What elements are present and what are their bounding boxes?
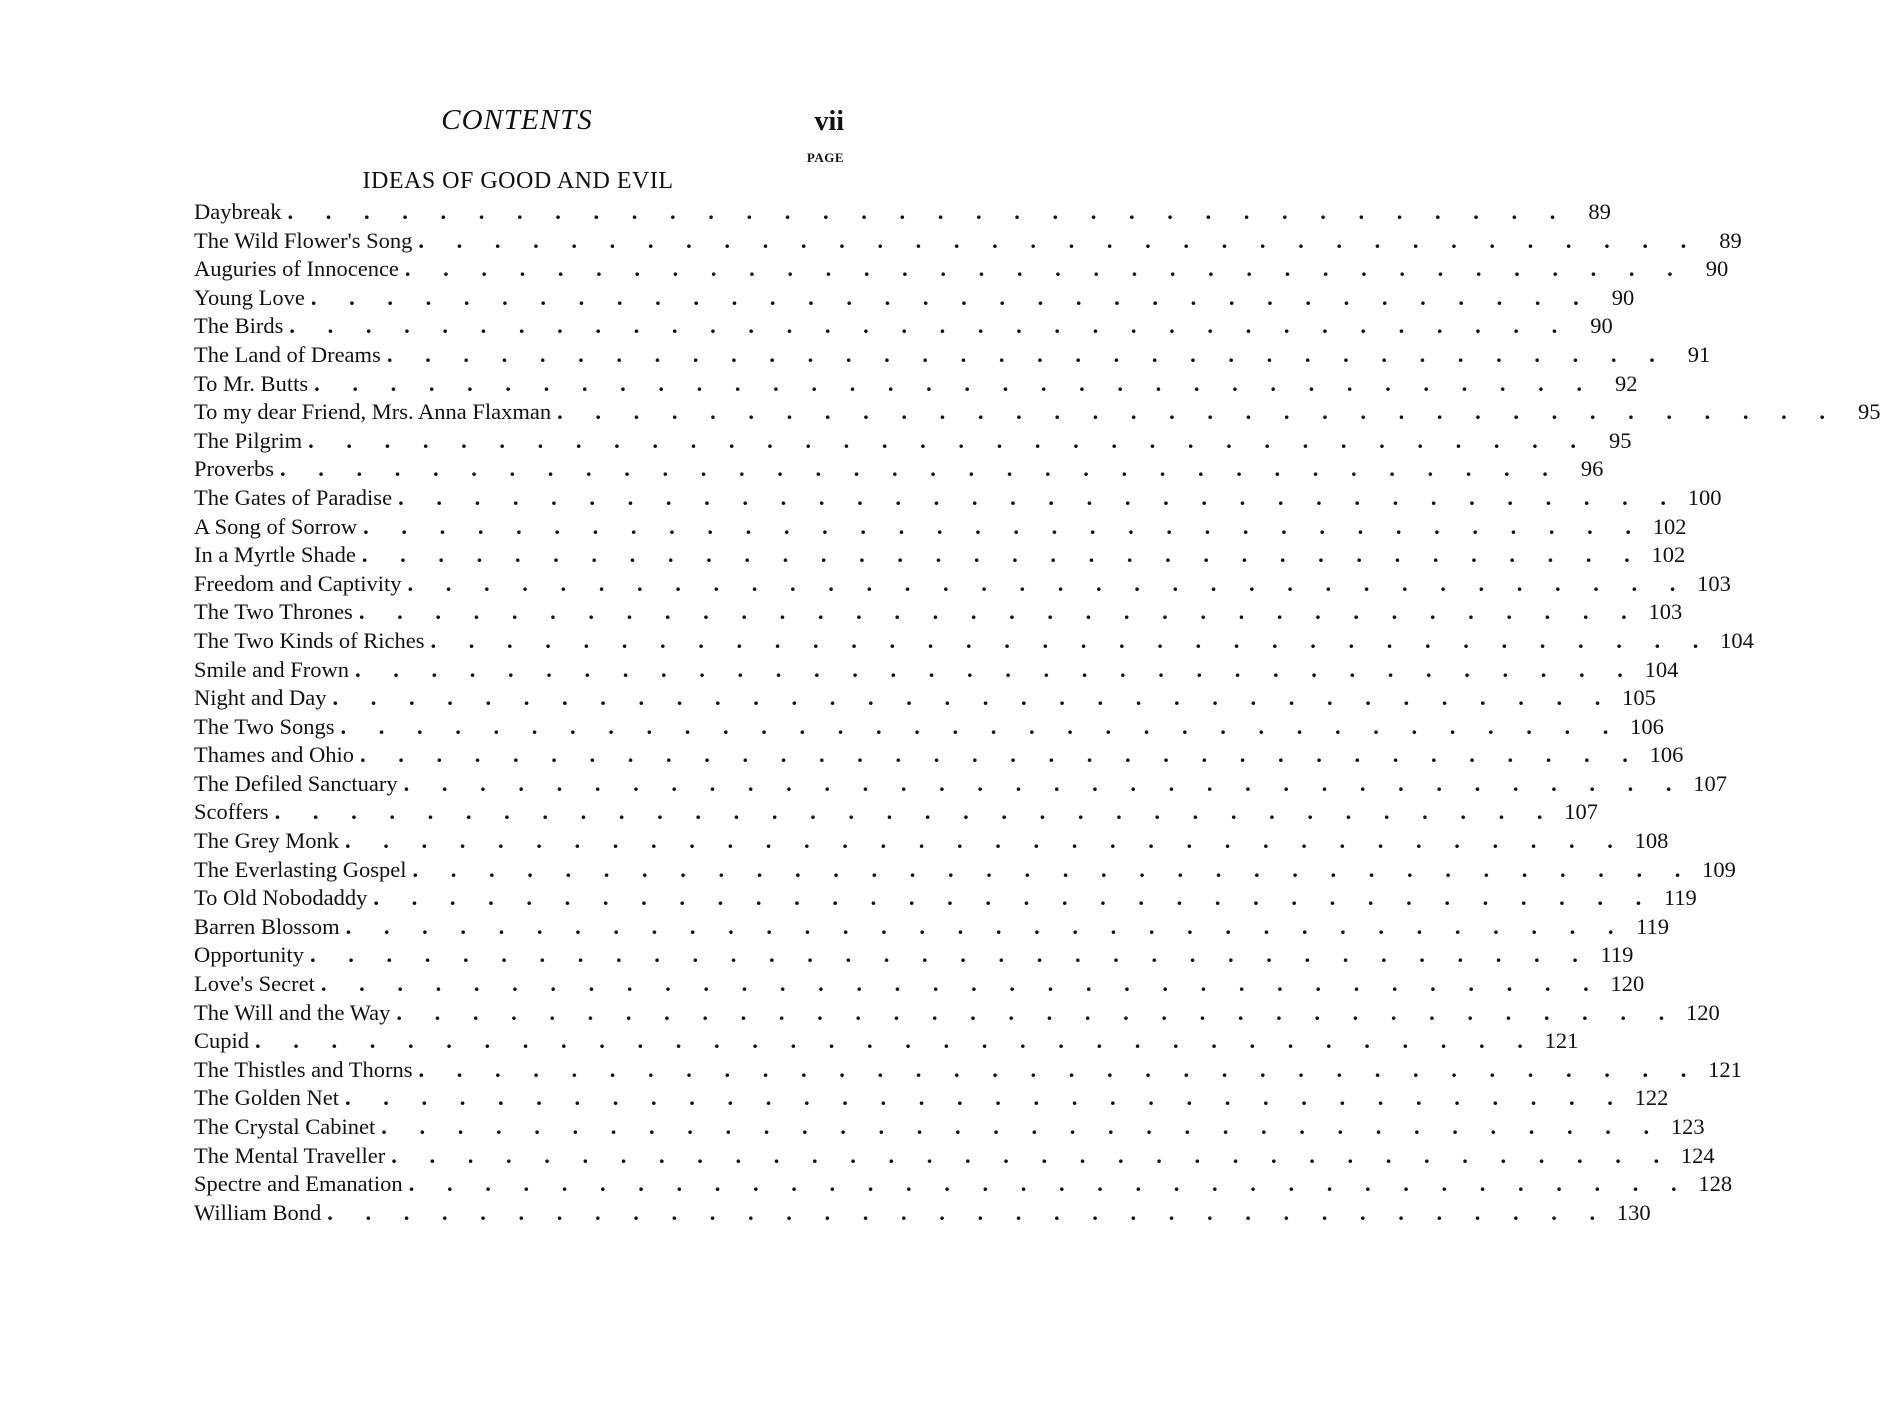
toc-entry-page: 107 [1564, 799, 1598, 825]
toc-entry-page: 106 [1630, 713, 1664, 739]
toc-entry [194, 284, 1635, 313]
toc-entry-title: The Wild Flower's Song [194, 227, 413, 253]
toc-entry-page: 104 [1644, 656, 1679, 682]
dot-leader: . . . . . . . . . . . . . . . . . . . . . . . . . . . . . . . . . . [314, 370, 1596, 396]
toc-entry-page: 103 [1648, 599, 1683, 625]
dot-leader: . . . . . . . . . . . . . . . . . . . . . . . . . . . . . . . . . . [359, 742, 1642, 768]
toc-entry-title: Daybreak [194, 199, 282, 224]
toc-entry-page: 90 [1705, 256, 1729, 282]
toc-entry [194, 1113, 1705, 1142]
dot-leader: . . . . . . . . . . . . . . . . . . . . . . . . . . . . . . . . . . [381, 1114, 1663, 1139]
toc-entry [194, 770, 1728, 799]
dot-leader: . . . . . . . . . . . . . . . . . . . . . . . . . . . . . . . . . . [327, 1199, 1609, 1225]
toc-entry-page: 128 [1698, 1171, 1733, 1197]
toc-entry [194, 656, 1679, 685]
toc-entry-page: 119 [1600, 942, 1634, 968]
toc-entry-page: 90 [1611, 284, 1635, 310]
toc-entry-title: Barren Blossom [194, 913, 340, 939]
toc-entry-page: 102 [1651, 542, 1686, 568]
dot-leader: . . . . . . . . . . . . . . . . . . . . . . . . . . . . . . . . . . [344, 828, 1627, 854]
toc-entry-title: The Birds [194, 313, 284, 339]
dot-leader: . . . . . . . . . . . . . . . . . . . . . . . . . . . . . . . . . . [255, 1028, 1537, 1054]
toc-entry-title: Night and Day [194, 685, 327, 711]
toc-entry-title: William Bond [194, 1199, 322, 1225]
toc-entry-title: To my dear Friend, Mrs. Anna Flaxman [194, 399, 552, 425]
toc-entry-title: Thames and Ohio [194, 742, 354, 768]
toc-entry [194, 1170, 1733, 1199]
toc-entry-page: 96 [1580, 456, 1604, 482]
toc-entry-page: 107 [1693, 770, 1728, 796]
toc-entry-title: Auguries of Innocence [194, 256, 399, 282]
toc-entry [194, 484, 1722, 513]
toc-entry-page: 123 [1670, 1114, 1705, 1139]
toc-entry [194, 455, 1604, 484]
dot-leader: . . . . . . . . . . . . . . . . . . . . . . . . . . . . . . . . . . [418, 227, 1700, 253]
toc-entry-page: 120 [1686, 999, 1720, 1025]
toc-entry-title: The Thistles and Thorns [194, 1056, 413, 1082]
dot-leader: . . . . . . . . . . . . . . . . . . . . . . . . . . . . . . . . . . [280, 456, 1562, 482]
toc-entry-page: 121 [1544, 1028, 1579, 1054]
toc-entry-title: The Two Thrones [194, 599, 353, 625]
dot-leader: . . . . . . . . . . . . . . . . . . . . . . . . . . . . . . . . . . [373, 885, 1655, 911]
toc-entry-title: The Mental Traveller [194, 1142, 386, 1168]
toc-entry [194, 1199, 1651, 1228]
toc-entry-title: Proverbs [194, 456, 274, 482]
toc-entry-title: Freedom and Captivity [194, 570, 402, 596]
toc-entry [194, 999, 1720, 1028]
toc-entry [194, 255, 1729, 284]
toc-entry-page: 121 [1708, 1056, 1742, 1082]
toc-entry-page: 89 [1719, 227, 1742, 253]
dot-leader: . . . . . . . . . . . . . . . . . . . . . . . . . . . . . . . . . . [361, 542, 1644, 568]
toc-entry [194, 198, 1611, 227]
running-title: CONTENTS [441, 104, 593, 136]
toc-entry-title: Scoffers [194, 799, 269, 825]
dot-leader: . . . . . . . . . . . . . . . . . . . . . . . . . . . . . . . . . . [320, 971, 1603, 997]
toc-entry-title: The Gates of Paradise [194, 484, 393, 510]
dot-leader: . . . . . . . . . . . . . . . . . . . . . . . . . . . . . . . . . . [310, 284, 1593, 310]
toc-entry-page: 92 [1614, 370, 1638, 396]
toc-entry-title: Smile and Frown [194, 656, 349, 682]
toc-entry-page: 120 [1610, 971, 1645, 997]
toc-entry [194, 970, 1645, 999]
toc-entry-title: A Song of Sorrow [194, 513, 358, 539]
dot-leader: . . . . . . . . . . . . . . . . . . . . . . . . . . . . . . . . . . [345, 913, 1627, 939]
dot-leader: . . . . . . . . . . . . . . . . . . . . . . . . . . . . . . . . . . [418, 1056, 1700, 1082]
toc-entry-title: The Will and the Way [194, 999, 391, 1025]
dot-leader: . . . . . . . . . . . . . . . . . . . . . . . . . . . . . . . . . . [391, 1142, 1673, 1168]
toc-entry [194, 827, 1669, 856]
dot-leader: . . . . . . . . . . . . . . . . . . . . . . . . . . . . . . . . . . [407, 570, 1689, 596]
toc-entry-title: Cupid [194, 1028, 250, 1054]
page-column-label: PAGE [806, 150, 844, 165]
toc-entry [194, 1056, 1742, 1085]
toc-entry [194, 884, 1697, 913]
page-number: vii [814, 106, 844, 137]
toc-entry [194, 627, 1754, 656]
dot-leader: . . . . . . . . . . . . . . . . . . . . . . . . . . . . . . . . . . [363, 513, 1645, 539]
toc-entry [194, 598, 1683, 627]
toc-entry [194, 684, 1656, 713]
dot-leader: . . . . . . . . . . . . . . . . . . . . . . . . . . . . . . . . . . [308, 427, 1590, 453]
toc-entry-title: Love's Secret [194, 971, 315, 997]
toc-entry-title: Spectre and Emanation [194, 1171, 403, 1197]
toc-entry-page: 119 [1636, 913, 1669, 939]
dot-leader: . . . . . . . . . . . . . . . . . . . . . . . . . . . . . . . . . . [557, 399, 1839, 425]
toc-entry [194, 798, 1598, 827]
toc-entry-page: 95 [1609, 427, 1632, 453]
toc-entry-page: 89 [1588, 199, 1611, 224]
toc-entry-page: 105 [1622, 685, 1656, 711]
toc-entry [194, 1027, 1579, 1056]
toc-entry [194, 1142, 1715, 1171]
toc-entry-page: 109 [1702, 856, 1736, 882]
toc-entry [194, 513, 1687, 542]
toc-entry-page: 104 [1720, 627, 1754, 653]
toc-entry-title: Opportunity [194, 942, 304, 968]
running-head [0, 104, 1000, 144]
dot-leader: . . . . . . . . . . . . . . . . . . . . . . . . . . . . . . . . . . [404, 256, 1687, 282]
toc-entry-title: The Golden Net [194, 1085, 339, 1111]
toc-entry-page: 108 [1634, 828, 1669, 854]
dot-leader: . . . . . . . . . . . . . . . . . . . . . . . . . . . . . . . . . . [408, 1171, 1691, 1197]
toc-entry [194, 227, 1742, 256]
toc-entry-title: The Land of Dreams [194, 341, 381, 367]
dot-leader: . . . . . . . . . . . . . . . . . . . . . . . . . . . . . . . . . . [344, 1085, 1627, 1111]
dot-leader: . . . . . . . . . . . . . . . . . . . . . . . . . . . . . . . . . . [398, 484, 1680, 510]
toc-entry-title: The Two Kinds of Riches [194, 627, 425, 653]
toc-entry [194, 941, 1634, 970]
section-heading: IDEAS OF GOOD AND EVIL [362, 168, 674, 194]
toc-entry [194, 341, 1711, 370]
toc-entry [194, 541, 1686, 570]
toc-entry-page: 90 [1590, 313, 1613, 339]
toc-entry-page: 102 [1652, 513, 1687, 539]
dot-leader: . . . . . . . . . . . . . . . . . . . . . . . . . . . . . . . . . . [396, 999, 1678, 1025]
dot-leader: . . . . . . . . . . . . . . . . . . . . . . . . . . . . . . . . . . [386, 341, 1669, 367]
toc-entry [194, 741, 1684, 770]
toc-entry-page: 95 [1858, 399, 1881, 425]
toc-entry-title: The Crystal Cabinet [194, 1114, 376, 1139]
toc-entry [194, 713, 1664, 742]
toc-entry [194, 1084, 1669, 1113]
dot-leader: . . . . . . . . . . . . . . . . . . . . . . . . . . . . . . . . . . [403, 770, 1686, 796]
table-of-contents [194, 198, 1881, 1227]
toc-entry [194, 312, 1613, 341]
toc-entry-page: 130 [1616, 1199, 1651, 1225]
toc-entry-title: The Defiled Sanctuary [194, 770, 398, 796]
toc-entry [194, 913, 1669, 942]
toc-entry-title: The Two Songs [194, 713, 335, 739]
toc-entry [194, 398, 1881, 427]
dot-leader: . . . . . . . . . . . . . . . . . . . . . . . . . . . . . . . . . . [287, 199, 1569, 224]
toc-entry-page: 124 [1680, 1142, 1715, 1168]
toc-entry [194, 370, 1638, 399]
dot-leader: . . . . . . . . . . . . . . . . . . . . . . . . . . . . . . . . . . [430, 627, 1712, 653]
toc-entry [194, 856, 1736, 885]
toc-entry-page: 122 [1634, 1085, 1669, 1111]
dot-leader: . . . . . . . . . . . . . . . . . . . . . . . . . . . . . . . . . . [332, 685, 1614, 711]
toc-entry-title: The Pilgrim [194, 427, 303, 453]
toc-entry [194, 570, 1731, 599]
dot-leader: . . . . . . . . . . . . . . . . . . . . . . . . . . . . . . . . . . [289, 313, 1571, 339]
toc-entry-title: The Grey Monk [194, 828, 339, 854]
dot-leader: . . . . . . . . . . . . . . . . . . . . . . . . . . . . . . . . . . [340, 713, 1622, 739]
toc-entry-page: 91 [1687, 341, 1711, 367]
toc-entry-page: 119 [1663, 885, 1697, 911]
dot-leader: . . . . . . . . . . . . . . . . . . . . . . . . . . . . . . . . . . [355, 656, 1637, 682]
toc-entry-title: The Everlasting Gospel [194, 856, 407, 882]
toc-entry-page: 103 [1697, 570, 1731, 596]
toc-entry-page: 100 [1687, 484, 1722, 510]
dot-leader: . . . . . . . . . . . . . . . . . . . . . . . . . . . . . . . . . . [274, 799, 1556, 825]
toc-entry-title: To Old Nobodaddy [194, 885, 368, 911]
dot-leader: . . . . . . . . . . . . . . . . . . . . . . . . . . . . . . . . . . [310, 942, 1592, 968]
toc-entry-title: To Mr. Butts [194, 370, 309, 396]
toc-entry-title: Young Love [194, 284, 305, 310]
toc-entry-page: 106 [1649, 742, 1684, 768]
dot-leader: . . . . . . . . . . . . . . . . . . . . . . . . . . . . . . . . . . [412, 856, 1694, 882]
dot-leader: . . . . . . . . . . . . . . . . . . . . . . . . . . . . . . . . . . [358, 599, 1641, 625]
toc-entry [194, 427, 1632, 456]
toc-entry-title: In a Myrtle Shade [194, 542, 356, 568]
